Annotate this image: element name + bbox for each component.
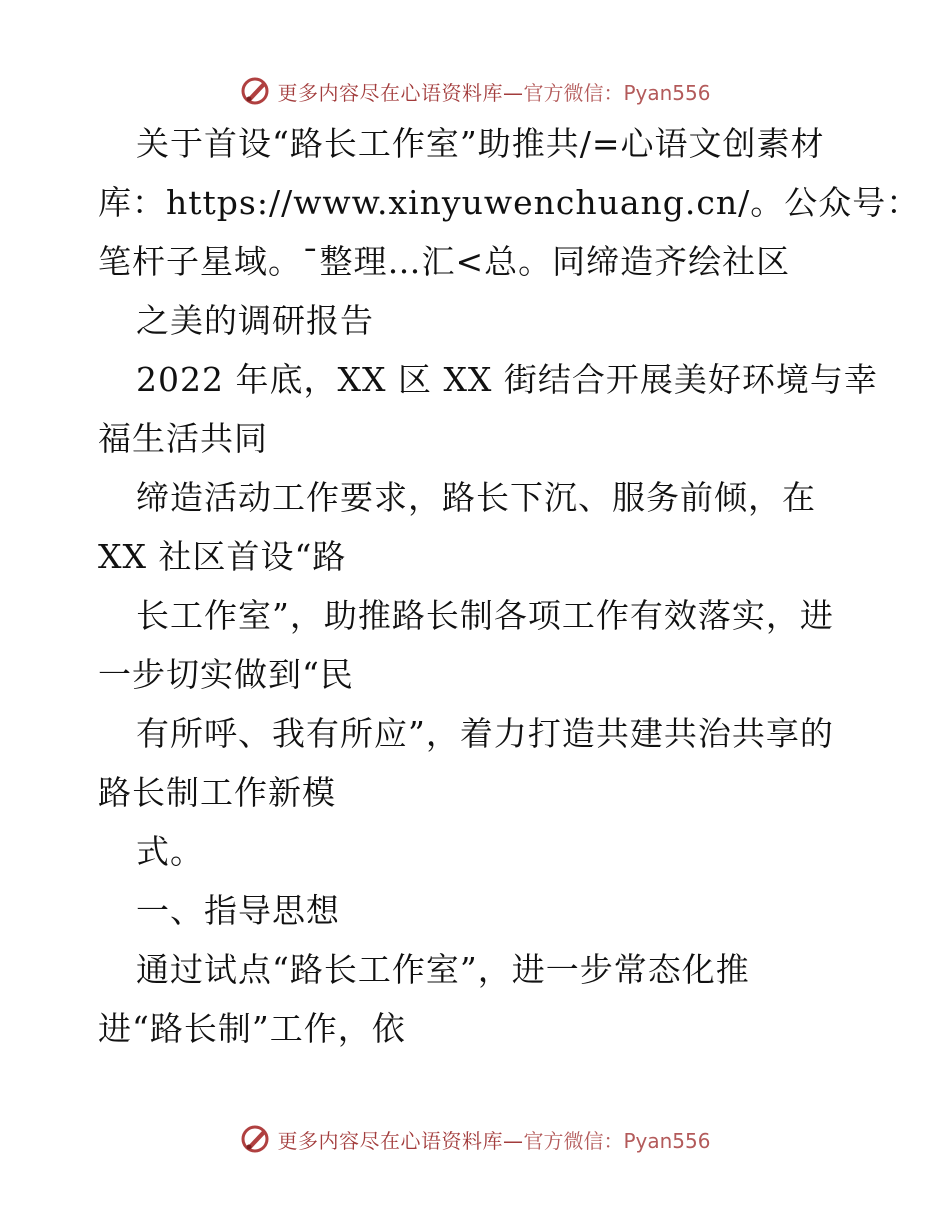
watermark-wechat: 官方微信：Pyan556	[523, 80, 711, 105]
body-line: XX 社区首设“路	[98, 537, 347, 576]
watermark-prefix: 更多内容尽在心语资料库—	[277, 1128, 524, 1153]
brush-logo-icon	[239, 1122, 273, 1156]
body-line: 关于首设“路长工作室”助推共/=心语文创素材	[136, 124, 825, 163]
body-line: 长工作室”，助推路长制各项工作有效落实，进	[136, 596, 834, 635]
body-line: 缔造活动工作要求，路长下沉、服务前倾，在	[136, 478, 816, 517]
body-line: 福生活共同	[98, 419, 268, 458]
body-line: 之美的调研报告	[136, 301, 374, 340]
watermark-prefix: 更多内容尽在心语资料库—	[277, 80, 524, 105]
body-line: 笔杆子星域。¯整理…汇<总。同缔造齐绘社区	[98, 242, 791, 281]
brush-logo-icon	[239, 74, 273, 108]
body-line: 2022 年底，XX 区 XX 街结合开展美好环境与幸	[136, 360, 878, 399]
body-line: 式。	[136, 832, 204, 871]
body-line: 路长制工作新模	[98, 773, 336, 812]
watermark-header	[0, 74, 950, 108]
body-line: 通过试点“路长工作室”，进一步常态化推	[136, 950, 750, 989]
body-line: 一步切实做到“民	[98, 655, 354, 694]
body-line: 进“路长制”工作，依	[98, 1009, 406, 1048]
watermark-footer	[0, 1122, 950, 1156]
body-line: 库：https://www.xinyuwenchuang.cn/。公众号：	[98, 183, 921, 222]
body-line: 有所呼、我有所应”，着力打造共建共治共享的	[136, 714, 834, 753]
section-heading: 一、指导思想	[136, 891, 340, 930]
watermark-wechat: 官方微信：Pyan556	[523, 1128, 711, 1153]
